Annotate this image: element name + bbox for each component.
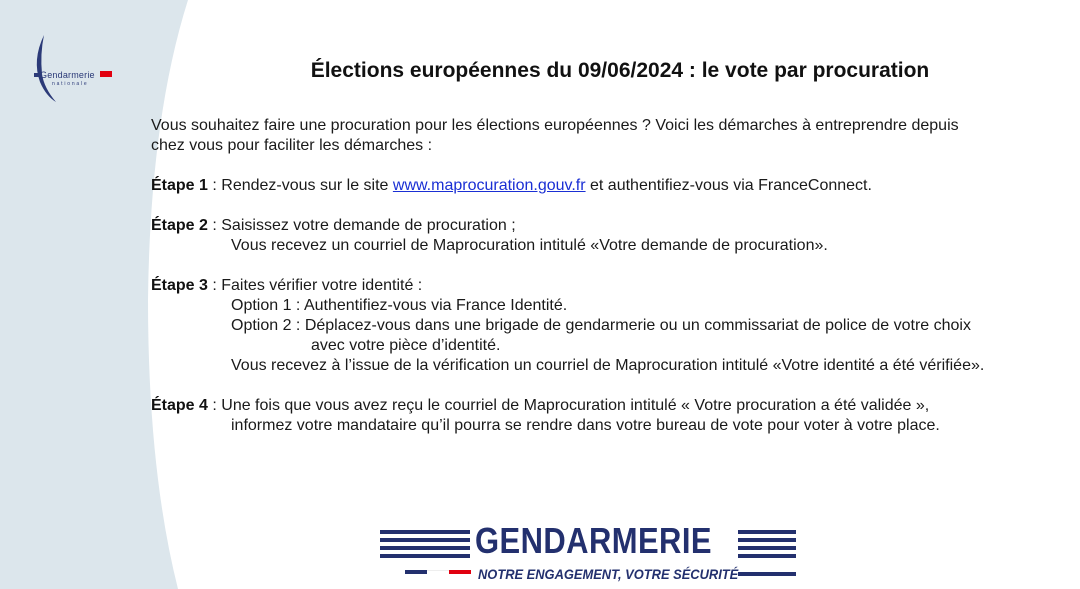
logo-stripe <box>738 530 796 534</box>
option-2-continued: avec votre pièce d’identité. <box>311 337 501 354</box>
logo-tagline: NOTRE ENGAGEMENT, VOTRE SÉCURITÉ <box>478 566 739 582</box>
document-body <box>151 116 1076 456</box>
flag-stripe-blue <box>405 570 427 574</box>
logo-stripe <box>738 546 796 550</box>
logo-stripe <box>380 546 470 550</box>
logo-stripe <box>380 530 470 534</box>
logo-stripe <box>380 538 470 542</box>
logo-sub-text: nationale <box>52 81 89 87</box>
step-label: Étape 3 <box>151 277 208 294</box>
step-text: : Une fois que vous avez reçu le courriel de Maprocuration intitulé « Votre procuration a été validée », <box>207 397 930 414</box>
logo-stripe <box>738 572 796 576</box>
step-2 <box>151 216 1076 256</box>
step-1 <box>151 176 1076 196</box>
intro-paragraph <box>151 116 1076 156</box>
step-text: : Rendez-vous sur le site <box>207 177 393 194</box>
flag-stripe-white <box>427 570 449 575</box>
step-text: et authentifiez-vous via FranceConnect. <box>585 177 872 194</box>
step-label: Étape 1 <box>151 177 208 194</box>
step-label: Étape 2 <box>151 217 208 234</box>
step-text: Vous recevez un courriel de Maprocuration intitulé «Votre demande de procuration». <box>231 237 828 254</box>
page-title: Élections européennes du 09/06/2024 : le vote par procuration <box>310 59 930 83</box>
flag-stripe-red <box>449 570 471 574</box>
step-text: informez votre mandataire qu’il pourra se rendre dans votre bureau de vote pour voter à votre place. <box>231 417 940 434</box>
logo-wordmark: GENDARMERIE <box>475 520 712 561</box>
option-2-text: Option 2 : Déplacez-vous dans une brigade de gendarmerie ou un commissariat de police de votre choix <box>231 317 971 334</box>
gendarmerie-bottom-logo <box>380 522 798 584</box>
logo-brand-text: Gendarmerie <box>40 70 95 80</box>
step-label: Étape 4 <box>151 397 208 414</box>
step-text: Vous recevez à l’issue de la vérification un courriel de Maprocuration intitulé «Votre identité a été vérifiée». <box>231 357 985 374</box>
step-text: : Saisissez votre demande de procuration ; <box>207 217 516 234</box>
option-1-text: Option 1 : Authentifiez-vous via France Identité. <box>231 297 568 314</box>
intro-line: chez vous pour faciliter les démarches : <box>151 137 433 154</box>
logo-stripe <box>738 538 796 542</box>
gendarmerie-nationale-logo <box>30 30 125 110</box>
step-3 <box>151 276 1076 376</box>
step-text: : Faites vérifier votre identité : <box>207 277 423 294</box>
logo-stripe <box>380 554 470 558</box>
maprocuration-link[interactable]: www.maprocuration.gouv.fr <box>392 177 586 194</box>
intro-line: Vous souhaitez faire une procuration pour les élections européennes ? Voici les démarches à entreprendre depuis <box>151 117 959 134</box>
step-4 <box>151 396 1076 436</box>
logo-stripe <box>738 554 796 558</box>
